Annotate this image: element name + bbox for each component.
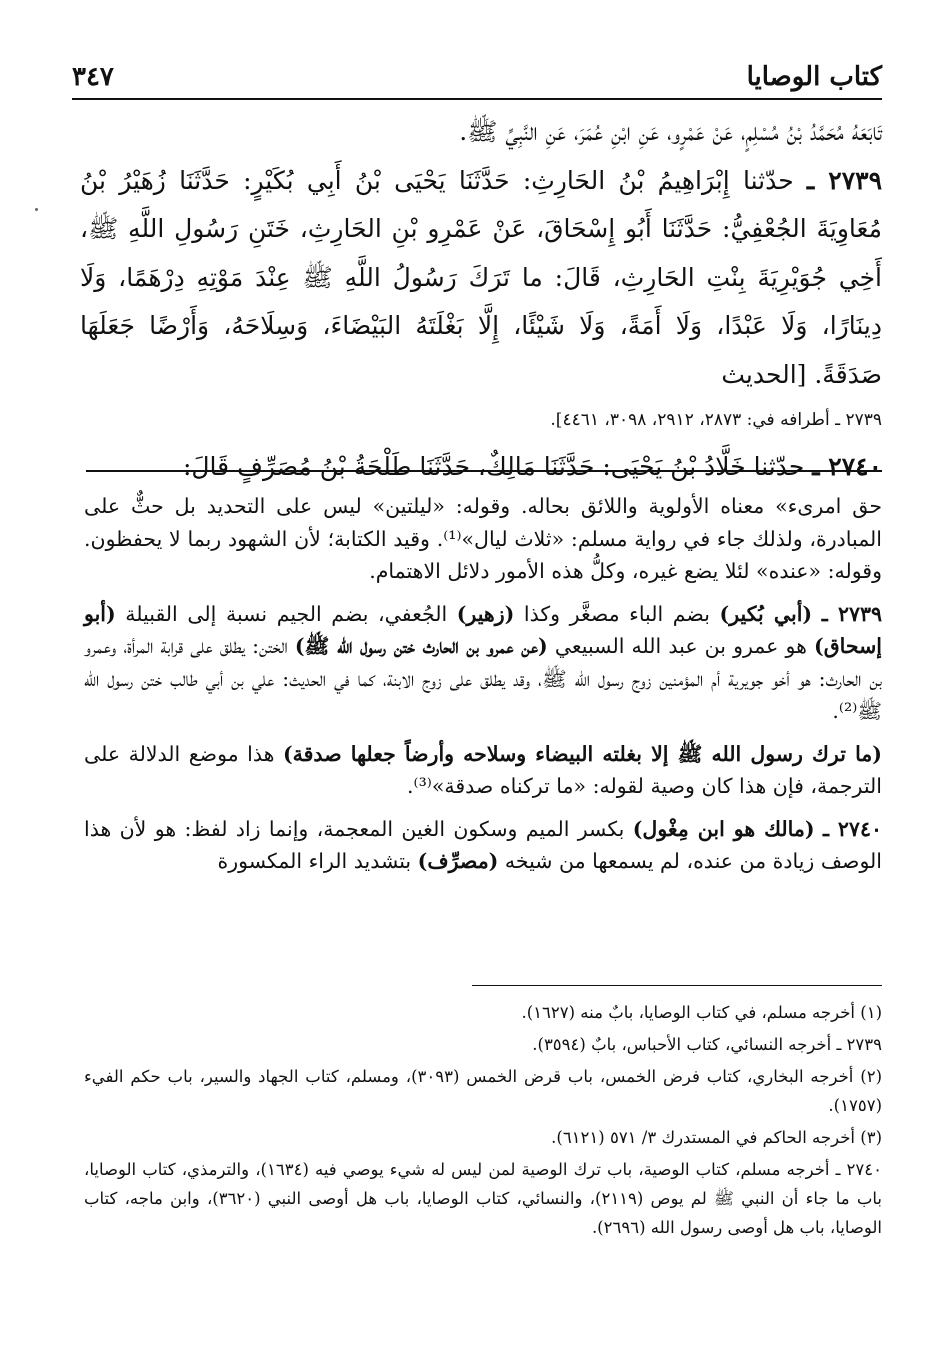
- commentary-text: الجُعفي، بضم الجيم نسبة إلى القبيلة: [115, 601, 457, 626]
- footnote: (٣) أخرجه الحاكم في المستدرك ٣/ ٥٧١ (٦١٢١).: [551, 1128, 882, 1147]
- hadith-2740-text: حدّثنا خَلَّادُ بْنُ يَحْيَى: حَدَّثَنَا مَالِكٌ، حَدَّثَنَا طَلْحَةُ بْنُ مُصَرِّفٍ قَالَ:: [182, 452, 805, 481]
- scan-speck: [35, 208, 38, 211]
- commentary-paragraph: [84, 598, 882, 728]
- lemma: (عن عمرو بن الحارث ختن رسول الله ﷺ): [294, 634, 548, 658]
- hadith-text: [80, 108, 882, 492]
- section-divider: [86, 470, 882, 472]
- hadith-2740: [80, 443, 882, 492]
- page-number: ٣٤٧: [72, 62, 114, 92]
- commentary-number: ٢٧٤٠ ـ: [822, 816, 882, 841]
- commentary-text: هو عمرو بن عبد الله السبيعي: [547, 634, 815, 658]
- commentary-paragraph: [84, 813, 882, 878]
- commentary: [84, 490, 882, 888]
- commentary-paragraph: حق امرىء» معناه الأولوية واللائق بحاله. وقوله: «ليلتين» ليس على التحديد بل حثٌّ على المبادرة، ولذلك جاء في رواية مسلم: «ثلاث ليال»⁽¹⁾. وقيد الكتابة؛ لأن الشهود ربما لا يحفظون. وقوله: «عنده» لئلا يضع غيره، وكلُّ هذه الأمور دلائل الاهتمام.: [84, 494, 882, 583]
- page-header: [72, 44, 882, 100]
- commentary-text: الختن: يطلق على قرابة المرأة، وعمرو بن الحارث: هو أخو جويرية أم المؤمنين زوج رسول الله ﷺ، وقد يطلق على زوج الابنة، كما في الحديث: علي بن أبي طالب ختن رسول الله ﷺ⁽²⁾.: [84, 634, 882, 723]
- commentary-text: بضم الباء مصغَّر وكذا: [514, 601, 720, 626]
- lemma: (أبي بُكير): [719, 601, 813, 626]
- commentary-number: ٢٧٣٩ ـ: [821, 601, 882, 626]
- footnote: (١) أخرجه مسلم، في كتاب الوصايا، بابٌ منه (١٦٢٧).: [521, 1003, 882, 1022]
- hadith-2740-number: ٢٧٤٠ ـ: [812, 452, 882, 481]
- footnotes: [84, 998, 882, 1245]
- lemma: (مصرِّف): [417, 849, 499, 873]
- footnote-divider: [472, 985, 882, 986]
- lemma: (زهير): [456, 601, 515, 626]
- lemma: (مالك هو ابن مِغْول): [632, 816, 815, 841]
- hadith-2739-reference: ٢٧٣٩ ـ أطرافه في: ٢٨٧٣، ٢٩١٢، ٣٠٩٨، ٤٤٦١].: [550, 410, 882, 430]
- chapter-title: كتاب الوصايا: [746, 62, 882, 92]
- hadith-intro-line: تَابَعَهُ مُحَمَّدُ بْنُ مُسْلِمٍ، عَنْ عَمْرٍو، عَنِ ابْنِ عُمَرَ، عَنِ النَّبِيِّ ﷺ.: [459, 117, 882, 146]
- commentary-text: هذا موضع الدلالة على الترجمة، فإن هذا كان وصية لقوله: «ما تركناه صدقة»⁽³⁾.: [84, 741, 882, 798]
- commentary-paragraph: [84, 738, 882, 803]
- lemma: (أبو إسحاق): [84, 601, 882, 658]
- footnote: ٢٧٤٠ ـ أخرجه مسلم، كتاب الوصية، باب ترك الوصية لمن ليس له شيء يوصي فيه (١٦٣٤)، والترمذي، كتاب الوصايا، باب ما جاء أن النبي ﷺ لم يوص (٢١١٩)، والنسائي، كتاب الوصايا، باب هل أوصى النبي (٣٦٢٠)، وابن ماجه، كتاب الوصايا، باب هل أوصى رسول الله (٢٦٩٦).: [84, 1160, 882, 1237]
- hadith-2739-number: ٢٧٣٩ ـ: [806, 165, 882, 195]
- commentary-text: بكسر الميم وسكون الغين المعجمة، وإنما زاد لفظ: هو لأن هذا الوصف زيادة من عنده، لم يسمعها من شيخه: [84, 816, 882, 873]
- hadith-2739-text: حدّثنا إِبْرَاهِيمُ بْنُ الحَارِثِ: حَدَّثَنَا يَحْيَى بْنُ أَبِي بُكَيْرٍ: حَدَّثَنَا زُهَيْرُ بْنُ مُعَاوِيَةَ الجُعْفِيُّ: حَدَّثَنَا أَبُو إِسْحَاقَ، عَنْ عَمْرِو بْنِ الحَارِثِ، خَتَنِ رَسُولِ اللَّهِ ﷺ، أَخِي جُوَيْرِيَةَ بِنْتِ الحَارِثِ، قَالَ: ما تَرَكَ رَسُولُ اللَّهِ ﷺ عِنْدَ مَوْتِهِ دِرْهَمًا، وَلَا دِينَارًا، وَلَا عَبْدًا، وَلَا أَمَةً، وَلَا شَيْئًا، إِلَّا بَغْلَتَهُ البَيْضَاءَ، وَسِلَاحَهُ، وَأَرْضًا جَعَلَهَا صَدَقَةً. [الحديث: [80, 165, 882, 389]
- footnote: ٢٧٣٩ ـ أخرجه النسائي، كتاب الأحباس، بابٌ (٣٥٩٤).: [532, 1035, 882, 1054]
- hadith-2739: [80, 157, 882, 400]
- footnote: (٢) أخرجه البخاري، كتاب فرض الخمس، باب قرض الخمس (٣٠٩٣)، ومسلم، كتاب الجهاد والسير، باب حكم الفيء (١٧٥٧).: [84, 1067, 882, 1115]
- commentary-text: بتشديد الراء المكسورة: [217, 849, 418, 873]
- lemma: (ما ترك رسول الله ﷺ إلا بغلته البيضاء وسلاحه وأرضاً جعلها صدقة): [282, 741, 882, 766]
